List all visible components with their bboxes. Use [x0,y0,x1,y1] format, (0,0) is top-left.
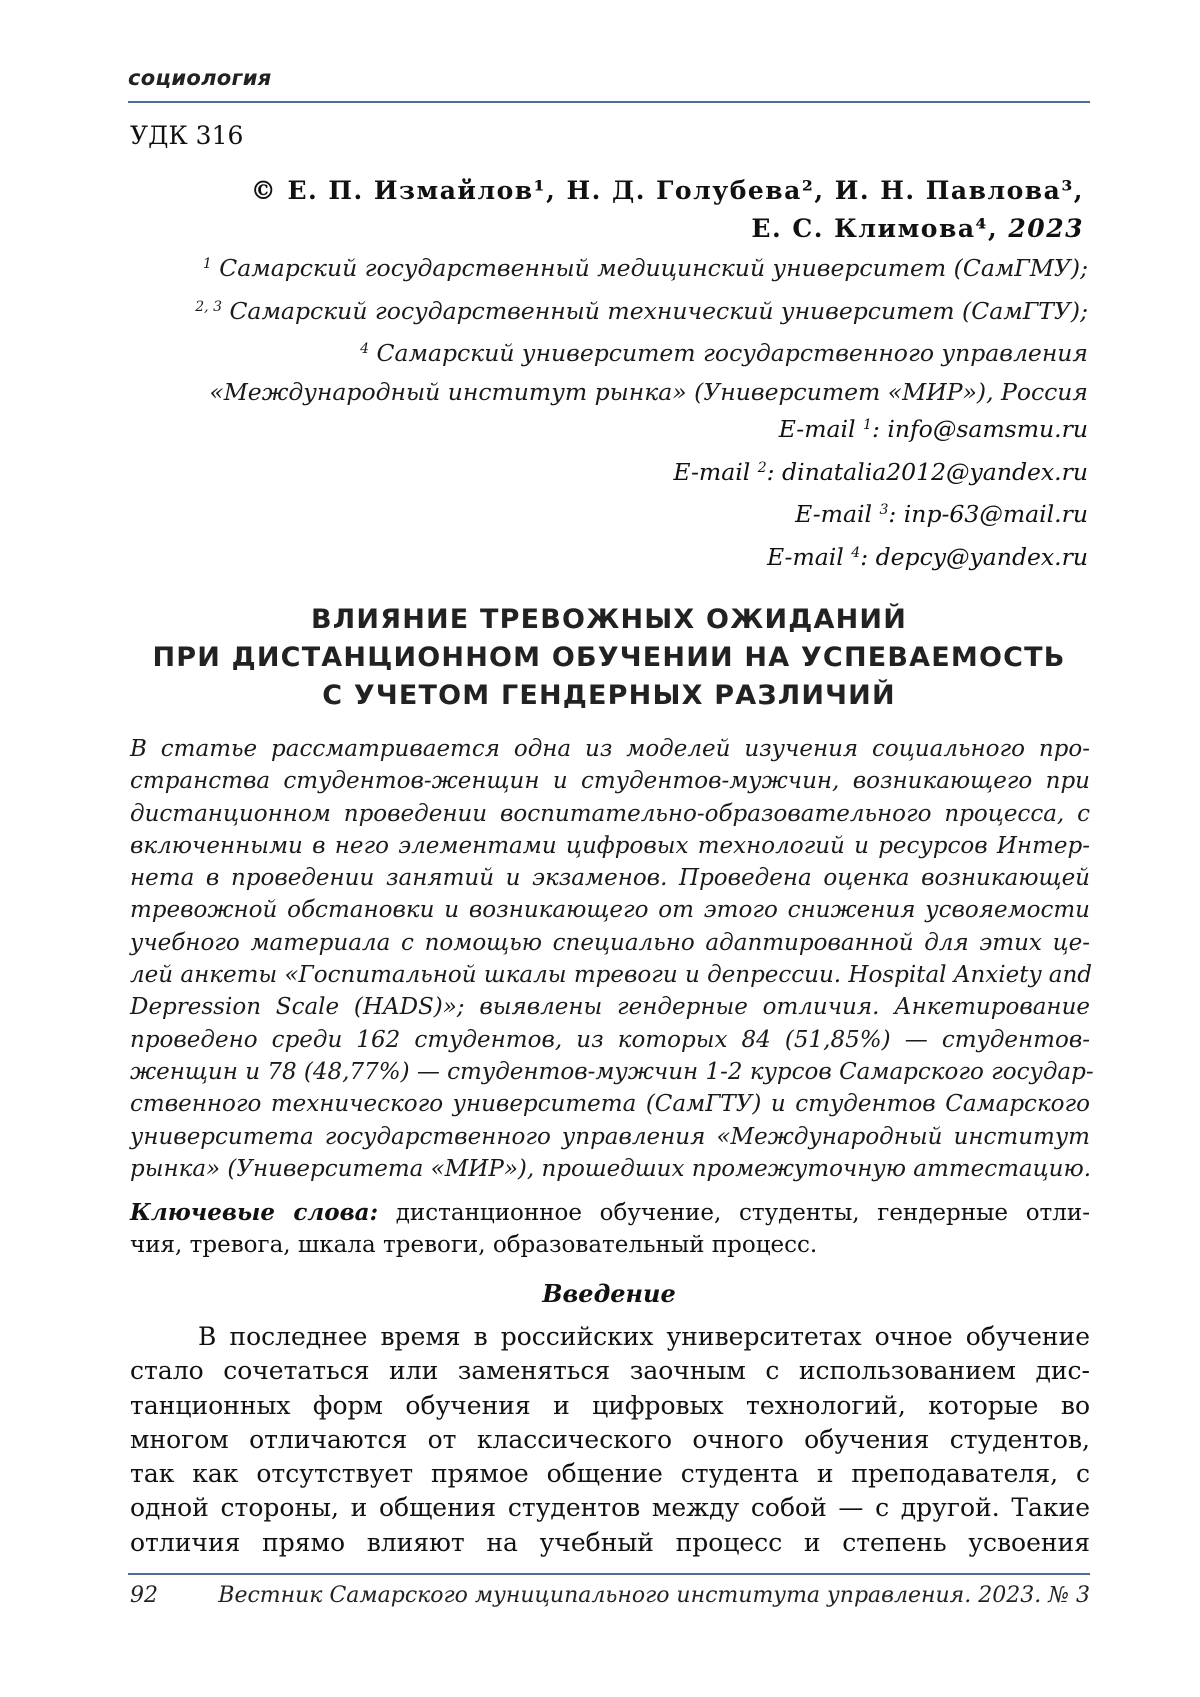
affiliation-text: Самарский государственный медицинский университет (СамГМУ); [211,254,1088,282]
title-line: ПРИ ДИСТАНЦИОННОМ ОБУЧЕНИИ НА УСПЕВАЕМОСТЬ [152,642,1066,673]
email-prefix: E-mail [673,457,758,486]
affiliation-sup: 2, 3 [195,298,222,315]
author-list [184,172,1084,248]
abstract-line: включенными в него элементами цифровых технологий и ресурсов Интер- [130,832,1090,859]
publication-year: 2023 [1008,214,1084,243]
keywords [130,1197,1090,1261]
article-title [128,601,1090,715]
email-address: : info@samsmu.ru [871,415,1088,443]
keywords-text: дистанционное обучение, студенты, гендерные отли- [378,1200,1090,1226]
email-address: : inp-63@mail.ru [888,500,1088,528]
email-1 [388,406,1088,449]
abstract-line: странства студентов-женщин и студентов-мужчин, возникающего при [130,768,1090,795]
email-sup: 2 [757,459,767,476]
affiliation-text: Самарский университет государственного управления [369,339,1088,367]
body-line: стало сочетаться или заменяться заочным с использованием дис- [130,1356,1090,1386]
page-number: 92 [130,1583,158,1608]
body-line: многом отличаются от классического очного обучения студентов, [130,1424,1090,1454]
running-header [128,66,1090,102]
journal-name: Вестник Самарского муниципального института управления. 2023. № 3 [218,1583,1090,1608]
abstract-line: ственного технического университета (СамГТУ) и студентов Самарского [130,1091,1090,1118]
email-address: : dinatalia2012@yandex.ru [766,457,1088,486]
affiliation-2 [148,288,1088,331]
email-address: : depcy@yandex.ru [860,542,1088,571]
keywords-line-1 [130,1197,1090,1229]
keywords-line-2: чия, тревога, шкала тревоги, образовательный процесс. [130,1232,818,1258]
abstract-line: дистанционном проведении воспитательно-образовательного процесса, с [130,800,1090,827]
authors-line-2-text: Е. С. Климова⁴, [751,214,999,243]
email-list [388,406,1088,576]
abstract-line: университета государственного управления «Международный институт [130,1123,1090,1150]
affiliation-text: Самарский государственный технический университет (СамГТУ); [221,296,1088,325]
title-line: С УЧЕТОМ ГЕНДЕРНЫХ РАЗЛИЧИЙ [322,680,896,711]
body-line: танционных форм обучения и цифровых технологий, которые во [130,1390,1090,1420]
affiliation-sup: 1 [202,256,212,272]
authors-line-1: © Е. П. Измайлов¹, Н. Д. Голубева², И. Н. Павлова³, [250,176,1084,205]
email-4 [388,534,1088,577]
affiliation-1 [148,245,1088,288]
keywords-label: Ключевые слова: [130,1199,379,1226]
email-prefix: E-mail [778,415,864,443]
email-sup: 4 [851,544,861,561]
abstract-line: тревожной обстановки и возникающего от этого снижения усвояемости [130,897,1090,924]
body-line: В последнее время в российских университетах очное обучение [198,1322,1090,1351]
abstract-line: проведено среди 162 студентов, из которых 84 (51,85%) — студентов- [130,1026,1090,1053]
abstract-line: Depression Scale (HADS)»; выявлены гендерные отличия. Анкетирование [130,994,1090,1021]
section-heading-introduction: Введение [542,1279,676,1308]
email-sup: 1 [863,417,872,433]
abstract-line: женщин и 78 (48,77%) — студентов-мужчин 1-2 курсов Самарского государ- [130,1058,1094,1085]
affiliations [148,245,1088,411]
section-name: социология [128,66,272,90]
body-line: так как отсутствует прямое общение студента и преподавателя, с [130,1459,1090,1489]
header-rule [128,101,1090,103]
affiliation-sup: 4 [360,341,369,357]
footer-rule [128,1573,1090,1575]
abstract-line: учебного материала с помощью специально адаптированной для этих це- [130,929,1090,956]
email-3 [388,491,1088,534]
running-footer [130,1583,1090,1617]
email-sup: 3 [879,502,889,518]
abstract-line: нета в проведении занятий и экзаменов. Проведена оценка возникающей [130,865,1090,892]
udk-code: УДК 316 [130,121,244,150]
abstract-line: В статье рассматривается одна из моделей изучения социального про- [130,736,1090,762]
abstract [130,733,1094,1185]
body-line: одной стороны, и общения студентов между собой — с другой. Такие [130,1493,1090,1523]
email-2 [388,449,1088,492]
body-line: отличия прямо влияют на учебный процесс и степень усвоения [130,1527,1090,1557]
abstract-line: рынка» (Университета «МИР»), прошедших промежуточную аттестацию. [130,1155,1092,1182]
abstract-line: лей анкеты «Госпитальной шкалы тревоги и депрессии. Hospital Anxiety and [130,962,1092,989]
body-text [130,1320,1090,1560]
affiliation-3 [148,330,1088,373]
title-line: ВЛИЯНИЕ ТРЕВОЖНЫХ ОЖИДАНИЙ [311,604,907,635]
email-prefix: E-mail [766,542,852,571]
email-prefix: E-mail [795,500,880,528]
authors-line-2 [184,210,1084,248]
affiliation-text: «Международный институт рынка» (Университет «МИР»), Россия [209,377,1088,406]
